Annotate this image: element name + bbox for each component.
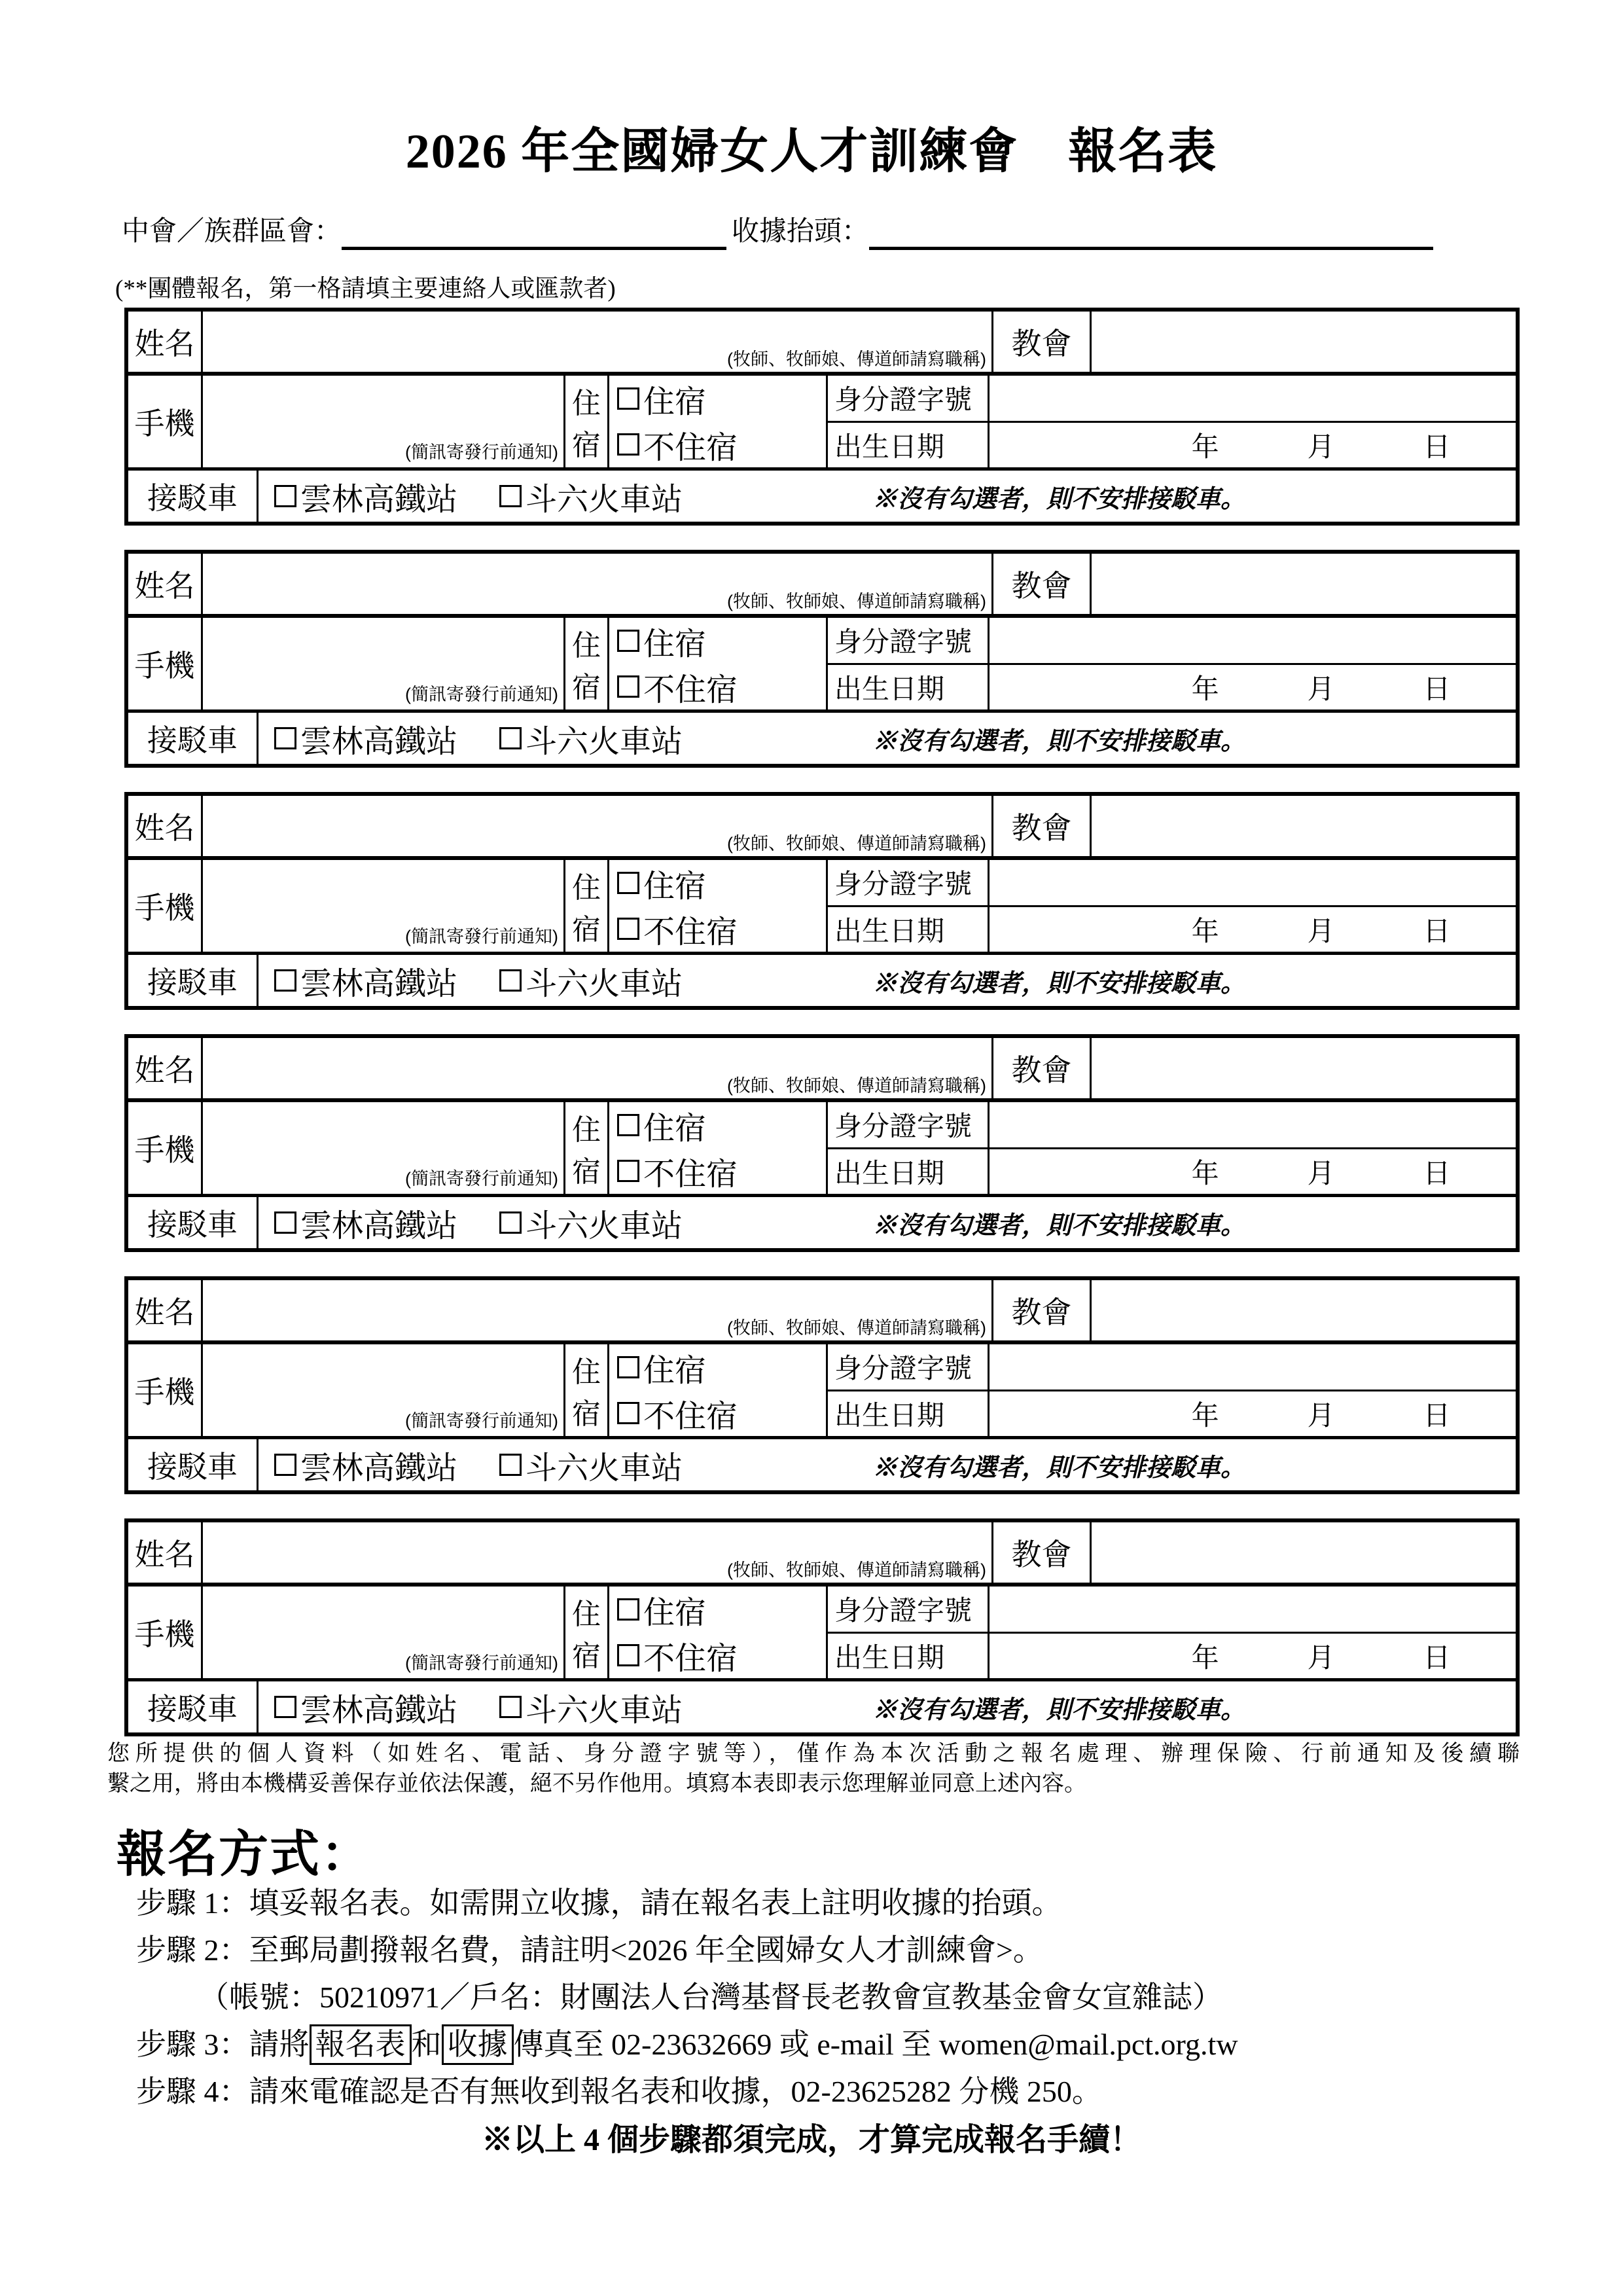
shuttle-label: 接駁車	[128, 713, 259, 764]
lodging-option-no-stay[interactable]	[617, 664, 826, 709]
id-dob-pane	[828, 376, 1516, 467]
lodging-label-char1: 住	[572, 872, 601, 904]
church-label: 教會	[993, 1280, 1092, 1340]
step-1: 步驟 1：填妥報名表。如需開立收據，請在報名表上註明收據的抬頭。	[136, 1886, 1062, 1920]
clergy-title-note: (牧師、牧師娘、傳道師請寫職稱)	[727, 834, 986, 853]
registrant-block	[124, 1518, 1520, 1736]
shuttle-option-yunlin-hsr-label: 雲林高鐵站	[300, 1693, 458, 1728]
id-number-input-area[interactable]	[990, 1587, 1516, 1632]
dob-input-area[interactable]	[990, 1391, 1516, 1437]
day-label: 日	[1423, 673, 1451, 704]
shuttle-options	[259, 955, 1516, 1006]
step-2: 步驟 2：至郵局劃撥報名費，請註明<2026 年全國婦女人才訓練會>。	[136, 1933, 1043, 1967]
id-dob-pane	[828, 860, 1516, 952]
month-label: 月	[1307, 1641, 1335, 1673]
shuttle-warning-note: ※沒有勾選者，則不安排接駁車。	[872, 1696, 1246, 1724]
shuttle-row	[128, 1681, 1516, 1732]
shuttle-option-douliu-station-label: 斗六火車站	[526, 1450, 683, 1486]
page-title: 2026 年全國婦女人才訓練會 報名表	[405, 125, 1218, 179]
phone-input-area[interactable]	[203, 860, 565, 952]
dob-label: 出生日期	[828, 907, 990, 952]
lodging-options	[609, 618, 828, 709]
checkbox-icon[interactable]	[274, 1454, 296, 1476]
shuttle-label: 接駁車	[128, 1439, 259, 1490]
month-label: 月	[1307, 431, 1335, 462]
id-number-label: 身分證字號	[828, 1102, 990, 1147]
shuttle-option-yunlin-hsr-label: 雲林高鐵站	[300, 482, 458, 517]
lodging-label	[565, 618, 609, 709]
shuttle-row	[128, 1197, 1516, 1248]
checkbox-icon[interactable]	[274, 1211, 296, 1234]
registration-blocks	[124, 308, 1520, 1761]
dob-input-area[interactable]	[990, 907, 1516, 952]
step-3-prefix: 步驟 3：請將	[136, 2028, 310, 2061]
dob-sub-row	[828, 907, 1516, 952]
checkbox-icon[interactable]	[617, 433, 639, 456]
registrant-block	[124, 792, 1520, 1010]
year-label: 年	[1191, 673, 1219, 704]
month-label: 月	[1307, 915, 1335, 946]
clergy-title-note: (牧師、牧師娘、傳道師請寫職稱)	[727, 350, 986, 369]
phone-lodging-row	[128, 860, 1516, 955]
church-label: 教會	[993, 554, 1092, 614]
phone-lodging-row	[128, 1587, 1516, 1681]
shuttle-label: 接駁車	[128, 1681, 259, 1732]
dob-input-area[interactable]	[990, 665, 1516, 710]
lodging-option-stay[interactable]	[617, 376, 826, 422]
checkbox-icon[interactable]	[617, 630, 639, 652]
sms-notice-note: (簡訊寄發行前通知)	[405, 1411, 558, 1431]
phone-label: 手機	[128, 1587, 203, 1678]
phone-lodging-row	[128, 376, 1516, 471]
dob-sub-row	[828, 1634, 1516, 1679]
checkbox-icon[interactable]	[617, 675, 639, 698]
lodging-option-stay-label: 住宿	[643, 1111, 707, 1146]
lodging-option-stay-label: 住宿	[643, 1595, 707, 1630]
shuttle-row	[128, 1439, 1516, 1490]
name-row	[128, 312, 1516, 376]
completion-warning-note: ※以上 4 個步驟都須完成，才算完成報名手續！	[481, 2123, 1141, 2157]
checkbox-icon[interactable]	[617, 918, 639, 940]
lodging-option-no-stay[interactable]	[617, 422, 826, 467]
checkbox-icon[interactable]	[499, 1454, 522, 1476]
day-label: 日	[1423, 1157, 1451, 1189]
lodging-option-no-stay-label: 不住宿	[643, 1157, 738, 1192]
shuttle-option-douliu-station[interactable]	[499, 1443, 683, 1488]
phone-lodging-row	[128, 1344, 1516, 1439]
header-fields	[122, 213, 1522, 250]
id-number-input-area[interactable]	[990, 1344, 1516, 1390]
phone-lodging-row	[128, 1102, 1516, 1197]
lodging-label-char2: 宿	[572, 429, 601, 461]
shuttle-option-yunlin-hsr-label: 雲林高鐵站	[300, 1208, 458, 1244]
dob-label: 出生日期	[828, 1634, 990, 1679]
receipt-title-label: 收據抬頭：	[732, 217, 870, 247]
presbytery-input-blank[interactable]	[342, 216, 726, 250]
id-number-input-area[interactable]	[990, 860, 1516, 905]
shuttle-warning-note: ※沒有勾選者，則不安排接駁車。	[872, 1454, 1246, 1482]
lodging-options	[609, 1102, 828, 1194]
privacy-line-2: 繫之用，將由本機構妥善保存並依法保護，絕不另作他用。填寫本表即表示您理解並同意上述內容。	[107, 1771, 1086, 1796]
id-sub-row	[828, 1587, 1516, 1634]
lodging-label-char2: 宿	[572, 1398, 601, 1430]
shuttle-label: 接駁車	[128, 471, 259, 522]
lodging-option-no-stay-label: 不住宿	[643, 1641, 738, 1676]
checkbox-icon[interactable]	[617, 387, 639, 410]
year-label: 年	[1191, 1641, 1219, 1673]
shuttle-option-yunlin-hsr[interactable]	[274, 958, 457, 1003]
privacy-statement	[107, 1738, 1520, 1799]
id-number-input-area[interactable]	[990, 618, 1516, 663]
name-label: 姓名	[128, 554, 203, 614]
lodging-option-no-stay[interactable]	[617, 1149, 826, 1194]
id-sub-row	[828, 1102, 1516, 1149]
id-sub-row	[828, 618, 1516, 665]
lodging-label-char2: 宿	[572, 914, 601, 946]
shuttle-option-douliu-station[interactable]	[499, 1200, 683, 1246]
name-input-area[interactable]	[203, 1522, 993, 1583]
phone-lodging-row	[128, 618, 1516, 713]
shuttle-options	[259, 713, 1516, 764]
name-input-area[interactable]	[203, 1280, 993, 1340]
registrant-block	[124, 550, 1520, 768]
registration-method-heading: 報名方式：	[116, 1827, 372, 1882]
dob-label: 出生日期	[828, 1391, 990, 1437]
phone-label: 手機	[128, 860, 203, 952]
shuttle-option-douliu-station-label: 斗六火車站	[526, 1208, 683, 1244]
sms-notice-note: (簡訊寄發行前通知)	[405, 1169, 558, 1189]
shuttle-option-douliu-station[interactable]	[499, 1685, 683, 1730]
phone-label: 手機	[128, 1102, 203, 1194]
shuttle-option-douliu-station-label: 斗六火車站	[526, 482, 683, 517]
name-row	[128, 796, 1516, 860]
shuttle-option-yunlin-hsr[interactable]	[274, 716, 457, 761]
receipt-title-input-blank[interactable]	[869, 216, 1433, 250]
lodging-label-char1: 住	[572, 1114, 601, 1146]
lodging-option-no-stay[interactable]	[617, 906, 826, 952]
checkbox-icon[interactable]	[617, 1114, 639, 1136]
name-label: 姓名	[128, 1522, 203, 1583]
checkbox-icon[interactable]	[499, 727, 522, 749]
church-input-area[interactable]	[1092, 1038, 1516, 1098]
day-label: 日	[1423, 431, 1451, 462]
step-3-boxed-receipt: 收據	[442, 2024, 514, 2065]
lodging-option-stay[interactable]	[617, 619, 826, 664]
dob-input-area[interactable]	[990, 423, 1516, 468]
lodging-label	[565, 860, 609, 952]
lodging-option-no-stay-label: 不住宿	[643, 672, 738, 708]
shuttle-option-yunlin-hsr[interactable]	[274, 1443, 457, 1488]
shuttle-label: 接駁車	[128, 1197, 259, 1248]
day-label: 日	[1423, 915, 1451, 946]
shuttle-option-douliu-station[interactable]	[499, 958, 683, 1003]
church-label: 教會	[993, 1522, 1092, 1583]
id-number-label: 身分證字號	[828, 860, 990, 905]
step-3-boxed-form: 報名表	[310, 2024, 412, 2065]
shuttle-row	[128, 955, 1516, 1006]
lodging-option-stay[interactable]	[617, 1345, 826, 1390]
clergy-title-note: (牧師、牧師娘、傳道師請寫職稱)	[727, 1318, 986, 1338]
id-dob-pane	[828, 1102, 1516, 1194]
shuttle-option-yunlin-hsr-label: 雲林高鐵站	[300, 966, 458, 1001]
shuttle-option-yunlin-hsr[interactable]	[274, 1685, 457, 1730]
clergy-title-note: (牧師、牧師娘、傳道師請寫職稱)	[727, 1560, 986, 1580]
shuttle-option-yunlin-hsr[interactable]	[274, 1200, 457, 1246]
lodging-options	[609, 1587, 828, 1678]
lodging-option-no-stay-label: 不住宿	[643, 914, 738, 950]
shuttle-option-yunlin-hsr-label: 雲林高鐵站	[300, 1450, 458, 1486]
sms-notice-note: (簡訊寄發行前通知)	[405, 442, 558, 462]
church-label: 教會	[993, 1038, 1092, 1098]
church-input-area[interactable]	[1092, 554, 1516, 614]
lodging-label	[565, 1102, 609, 1194]
phone-input-area[interactable]	[203, 1587, 565, 1678]
presbytery-label: 中會／族群區會：	[122, 217, 342, 247]
checkbox-icon[interactable]	[274, 1696, 296, 1718]
id-dob-pane	[828, 618, 1516, 709]
shuttle-option-yunlin-hsr[interactable]	[274, 474, 457, 519]
shuttle-warning-note: ※沒有勾選者，則不安排接駁車。	[872, 485, 1246, 513]
checkbox-icon[interactable]	[499, 969, 522, 992]
id-number-label: 身分證字號	[828, 1587, 990, 1632]
shuttle-warning-note: ※沒有勾選者，則不安排接駁車。	[872, 969, 1246, 997]
shuttle-option-douliu-station-label: 斗六火車站	[526, 966, 683, 1001]
step-3	[136, 2021, 1524, 2068]
church-input-area[interactable]	[1092, 796, 1516, 856]
registrant-block	[124, 308, 1520, 526]
lodging-option-no-stay-label: 不住宿	[643, 430, 738, 465]
phone-label: 手機	[128, 376, 203, 467]
checkbox-icon[interactable]	[617, 1644, 639, 1666]
account-info-line: （帳號：50210971／戶名：財團法人台灣基督長老教會宣教基金會女宣雜誌）	[199, 1981, 1222, 2014]
year-label: 年	[1191, 1157, 1219, 1189]
lodging-option-stay-label: 住宿	[643, 626, 707, 662]
lodging-label	[565, 1587, 609, 1678]
day-label: 日	[1423, 1399, 1451, 1431]
lodging-options	[609, 860, 828, 952]
shuttle-warning-note: ※沒有勾選者，則不安排接駁車。	[872, 727, 1246, 755]
checkbox-icon[interactable]	[617, 1598, 639, 1621]
lodging-option-stay[interactable]	[617, 1587, 826, 1632]
checkbox-icon[interactable]	[499, 1696, 522, 1718]
lodging-label-char2: 宿	[572, 1640, 601, 1672]
checkbox-icon[interactable]	[617, 1356, 639, 1378]
id-sub-row	[828, 1344, 1516, 1391]
id-number-label: 身分證字號	[828, 376, 990, 421]
lodging-option-stay-label: 住宿	[643, 1353, 707, 1388]
name-row	[128, 1280, 1516, 1344]
month-label: 月	[1307, 1157, 1335, 1189]
dob-sub-row	[828, 1391, 1516, 1437]
day-label: 日	[1423, 1641, 1451, 1673]
lodging-label-char1: 住	[572, 1598, 601, 1630]
church-input-area[interactable]	[1092, 1522, 1516, 1583]
name-row	[128, 1038, 1516, 1102]
church-label: 教會	[993, 796, 1092, 856]
name-input-area[interactable]	[203, 554, 993, 614]
dob-sub-row	[828, 1149, 1516, 1194]
shuttle-options	[259, 471, 1516, 522]
month-label: 月	[1307, 673, 1335, 704]
year-label: 年	[1191, 431, 1219, 462]
name-input-area[interactable]	[203, 312, 993, 372]
id-number-label: 身分證字號	[828, 1344, 990, 1390]
registration-steps	[136, 1880, 1524, 2115]
shuttle-option-douliu-station[interactable]	[499, 474, 683, 519]
checkbox-icon[interactable]	[274, 727, 296, 749]
lodging-label-char2: 宿	[572, 1156, 601, 1188]
clergy-title-note: (牧師、牧師娘、傳道師請寫職稱)	[727, 1076, 986, 1096]
checkbox-icon[interactable]	[274, 969, 296, 992]
phone-label: 手機	[128, 1344, 203, 1436]
id-dob-pane	[828, 1344, 1516, 1436]
shuttle-options	[259, 1197, 1516, 1248]
phone-label: 手機	[128, 618, 203, 709]
id-number-input-area[interactable]	[990, 1102, 1516, 1147]
step-3-suffix: 傳真至 02-23632669 或 e-mail 至 women@mail.pct.org.tw	[513, 2028, 1238, 2061]
lodging-option-stay-label: 住宿	[643, 384, 707, 420]
shuttle-options	[259, 1681, 1516, 1732]
year-label: 年	[1191, 915, 1219, 946]
shuttle-label: 接駁車	[128, 955, 259, 1006]
lodging-option-stay-label: 住宿	[643, 869, 707, 904]
name-label: 姓名	[128, 1280, 203, 1340]
lodging-option-no-stay[interactable]	[617, 1633, 826, 1678]
shuttle-option-douliu-station[interactable]	[499, 716, 683, 761]
phone-input-area[interactable]	[203, 618, 565, 709]
dob-label: 出生日期	[828, 1149, 990, 1194]
lodging-option-no-stay-label: 不住宿	[643, 1399, 738, 1434]
lodging-option-stay[interactable]	[617, 1103, 826, 1148]
lodging-option-no-stay[interactable]	[617, 1391, 826, 1436]
checkbox-icon[interactable]	[617, 1402, 639, 1424]
id-dob-pane	[828, 1587, 1516, 1678]
id-number-label: 身分證字號	[828, 618, 990, 663]
clergy-title-note: (牧師、牧師娘、傳道師請寫職稱)	[727, 592, 986, 611]
registrant-block	[124, 1276, 1520, 1494]
lodging-label-char1: 住	[572, 630, 601, 662]
dob-input-area[interactable]	[990, 1149, 1516, 1194]
phone-input-area[interactable]	[203, 1344, 565, 1436]
shuttle-row	[128, 713, 1516, 764]
step-3-joiner: 和	[411, 2028, 442, 2061]
checkbox-icon[interactable]	[617, 872, 639, 894]
dob-label: 出生日期	[828, 423, 990, 468]
id-sub-row	[828, 860, 1516, 907]
checkbox-icon[interactable]	[274, 485, 296, 507]
checkbox-icon[interactable]	[617, 1160, 639, 1182]
registrant-block	[124, 1034, 1520, 1252]
shuttle-option-douliu-station-label: 斗六火車站	[526, 724, 683, 759]
name-input-area[interactable]	[203, 1038, 993, 1098]
month-label: 月	[1307, 1399, 1335, 1431]
name-label: 姓名	[128, 312, 203, 372]
id-sub-row	[828, 376, 1516, 423]
lodging-label-char1: 住	[572, 387, 601, 420]
year-label: 年	[1191, 1399, 1219, 1431]
checkbox-icon[interactable]	[499, 1211, 522, 1234]
lodging-label	[565, 376, 609, 467]
church-label: 教會	[993, 312, 1092, 372]
name-row	[128, 1522, 1516, 1587]
dob-input-area[interactable]	[990, 1634, 1516, 1679]
shuttle-row	[128, 471, 1516, 522]
lodging-label-char1: 住	[572, 1356, 601, 1388]
name-input-area[interactable]	[203, 796, 993, 856]
sms-notice-note: (簡訊寄發行前通知)	[405, 685, 558, 704]
lodging-option-stay[interactable]	[617, 861, 826, 906]
shuttle-warning-note: ※沒有勾選者，則不安排接駁車。	[872, 1211, 1246, 1240]
shuttle-option-yunlin-hsr-label: 雲林高鐵站	[300, 724, 458, 759]
group-registration-note: (**團體報名，第一格請填主要連絡人或匯款者)	[115, 276, 616, 302]
phone-input-area[interactable]	[203, 1102, 565, 1194]
name-label: 姓名	[128, 1038, 203, 1098]
name-row	[128, 554, 1516, 618]
step-4: 步驟 4：請來電確認是否有無收到報名表和收據，02-23625282 分機 250。	[136, 2075, 1102, 2108]
sms-notice-note: (簡訊寄發行前通知)	[405, 927, 558, 946]
church-input-area[interactable]	[1092, 312, 1516, 372]
shuttle-option-douliu-station-label: 斗六火車站	[526, 1693, 683, 1728]
dob-label: 出生日期	[828, 665, 990, 710]
lodging-label	[565, 1344, 609, 1436]
sms-notice-note: (簡訊寄發行前通知)	[405, 1653, 558, 1673]
dob-sub-row	[828, 423, 1516, 468]
church-input-area[interactable]	[1092, 1280, 1516, 1340]
name-label: 姓名	[128, 796, 203, 856]
privacy-line-1: 您所提供的個人資料（如姓名、電話、身分證字號等），僅作為本次活動之報名處理、辦理保險、行前通知及後續聯	[107, 1741, 1520, 1766]
phone-input-area[interactable]	[203, 376, 565, 467]
lodging-options	[609, 1344, 828, 1436]
dob-sub-row	[828, 665, 1516, 710]
lodging-label-char2: 宿	[572, 672, 601, 704]
lodging-options	[609, 376, 828, 467]
shuttle-options	[259, 1439, 1516, 1490]
checkbox-icon[interactable]	[499, 485, 522, 507]
id-number-input-area[interactable]	[990, 376, 1516, 421]
